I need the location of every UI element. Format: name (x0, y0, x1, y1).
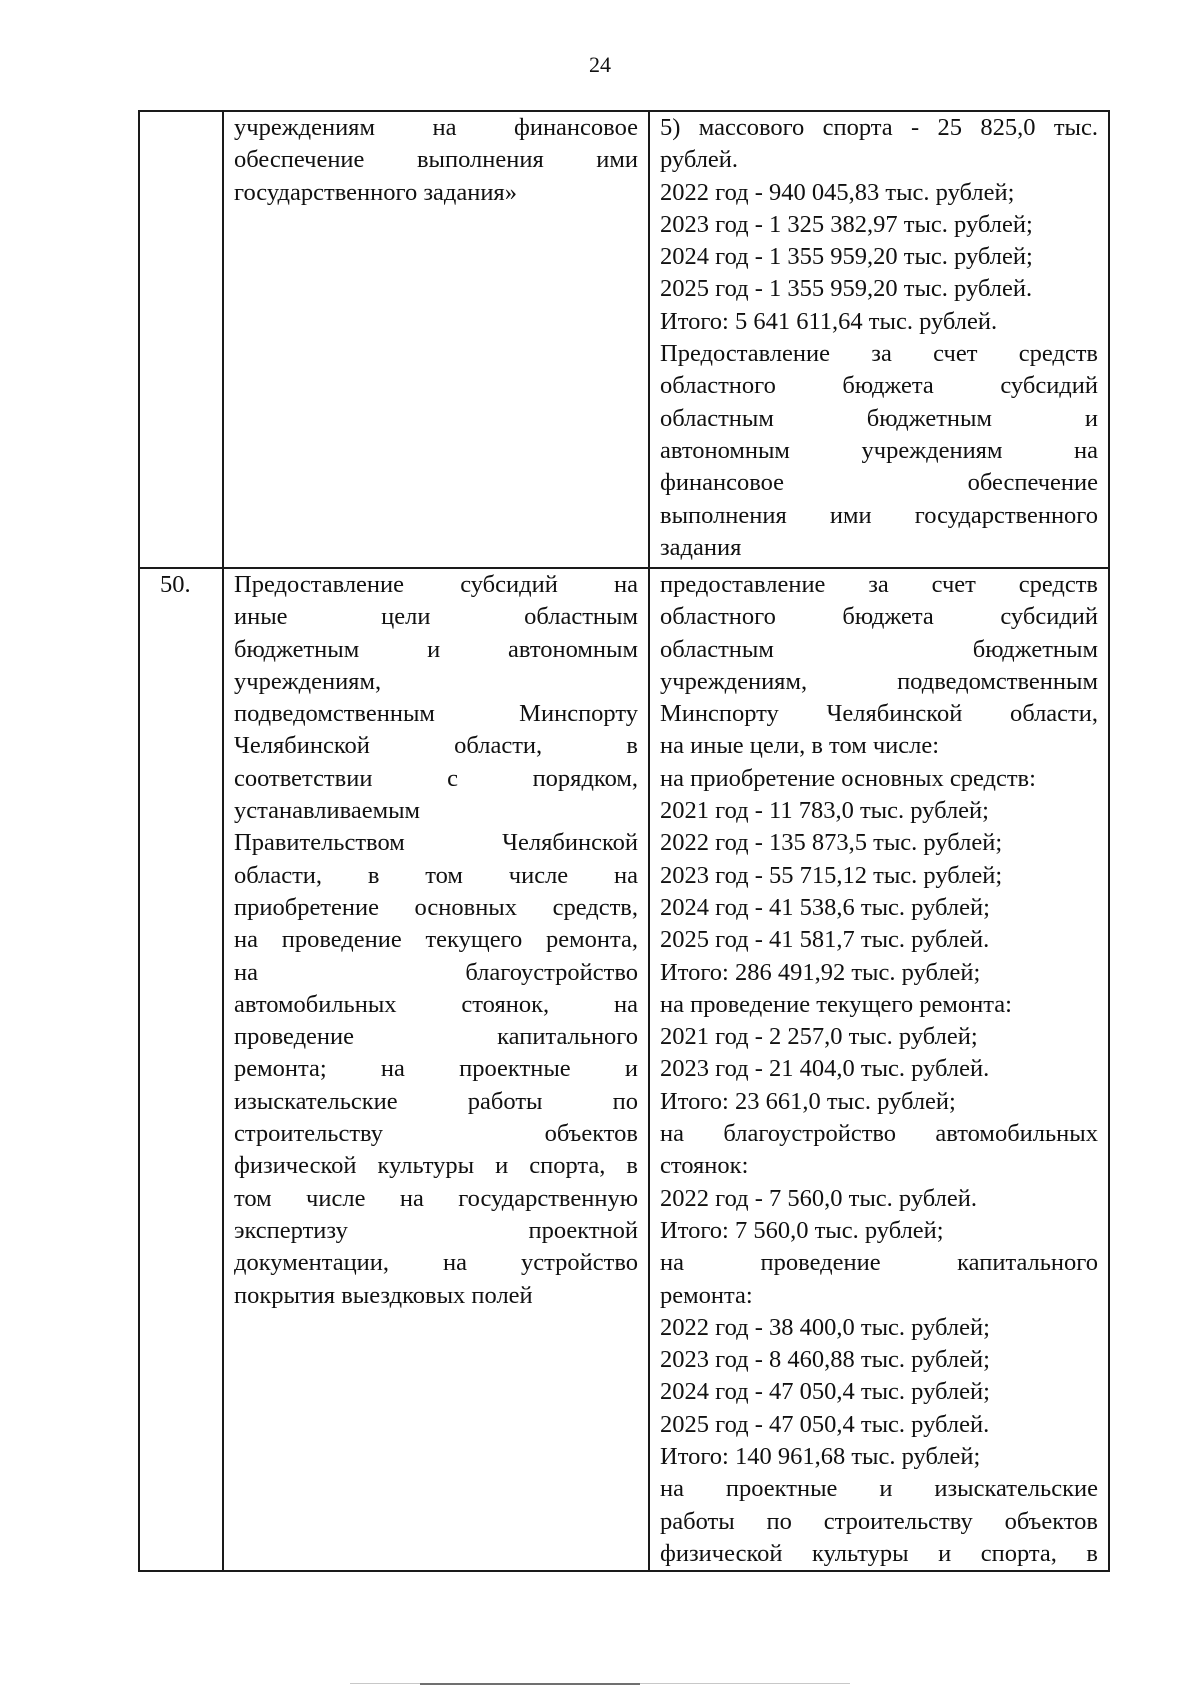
text-line: областного бюджета субсидий (660, 603, 1098, 631)
table-row (139, 568, 1109, 1571)
table-row (139, 111, 1109, 568)
text-line: 2023 год - 55 715,12 тыс. рублей; (660, 861, 1003, 889)
text-line: учреждениям, (234, 667, 382, 695)
text-line: приобретение основных средств, (234, 893, 638, 921)
text-line: ремонта; на проектные и (234, 1055, 638, 1083)
text-line: 2025 год - 41 581,7 тыс. рублей. (660, 926, 990, 954)
text-line: автомобильных стоянок, на (234, 990, 638, 1018)
text-line: подведомственным Минспорту (234, 700, 638, 728)
text-line: предоставление за счет средств (660, 571, 1098, 598)
text-line: 2022 год - 7 560,0 тыс. рублей. (660, 1184, 977, 1212)
text-line: 2022 год - 38 400,0 тыс. рублей; (660, 1313, 990, 1341)
text-line: 2023 год - 8 460,88 тыс. рублей; (660, 1346, 990, 1374)
text-line: на проведение текущего ремонта: (660, 990, 1012, 1018)
text-line: на благоустройство автомобильных (660, 1120, 1098, 1148)
text-line: 2021 год - 2 257,0 тыс. рублей; (660, 1023, 978, 1051)
page-number: 24 (589, 52, 611, 77)
text-line: автономным учреждениям на (660, 436, 1098, 464)
text-line: ремонта: (660, 1281, 753, 1309)
text-line: Предоставление за счет средств (660, 340, 1098, 368)
text-line: Итого: 286 491,92 тыс. рублей; (660, 958, 981, 986)
text-line: работы по строительству объектов (660, 1507, 1098, 1535)
text-line: Итого: 140 961,68 тыс. рублей; (660, 1443, 981, 1471)
amount-cell (649, 111, 1109, 568)
footer-rule-dark (420, 1683, 640, 1685)
text-line: покрытия выездковых полей (234, 1281, 533, 1309)
row-number-cell (139, 111, 223, 568)
text-line: на проведение капитального (660, 1249, 1098, 1277)
text-line: Челябинской области, в (234, 732, 638, 760)
text-line: Итого: 5 641 611,64 тыс. рублей. (660, 307, 998, 335)
description-cell (223, 568, 649, 1571)
text-line: соответствии с порядком, (234, 764, 638, 792)
text-line: Итого: 23 661,0 тыс. рублей; (660, 1087, 956, 1115)
text-line: 2022 год - 940 045,83 тыс. рублей; (660, 178, 1015, 206)
text-line: 2024 год - 41 538,6 тыс. рублей; (660, 893, 990, 921)
text-line: том числе на государственную (234, 1184, 638, 1212)
text-line: областным бюджетным (660, 635, 1098, 663)
text-line: Предоставление субсидий на (234, 571, 638, 598)
text-line: 2023 год - 1 325 382,97 тыс. рублей; (660, 210, 1033, 238)
text-line: изыскательские работы по (234, 1087, 638, 1115)
text-line: устанавливаемым (234, 797, 421, 825)
text-line: экспертизу проектной (234, 1216, 638, 1244)
text-line: на приобретение основных средств: (660, 764, 1036, 792)
text-line: строительству объектов (234, 1120, 638, 1148)
text-line: проведение капитального (234, 1023, 638, 1051)
text-line: иные цели областным (234, 603, 638, 631)
text-line: 2022 год - 135 873,5 тыс. рублей; (660, 829, 1003, 857)
description-cell (223, 111, 649, 568)
text-line: на проектные и изыскательские (660, 1475, 1098, 1503)
text-line: Правительством Челябинской (234, 829, 638, 857)
text-line: 5) массового спорта - 25 825,0 тыс. (660, 114, 1098, 141)
text-line: задания (660, 533, 742, 561)
text-line: физической культуры и спорта, в (660, 1539, 1098, 1567)
text-line: области, в том числе на (234, 861, 638, 889)
text-line: финансовое обеспечение (660, 469, 1098, 497)
text-line: на благоустройство (234, 958, 638, 986)
amount-cell (649, 568, 1109, 1571)
text-line: на проведение текущего ремонта, (234, 926, 638, 954)
text-line: учреждениям на финансовое (234, 114, 638, 141)
text-line: на иные цели, в том числе: (660, 732, 940, 760)
row-number-cell: 50. (139, 568, 223, 1571)
text-line: бюджетным и автономным (234, 635, 638, 663)
text-line: Итого: 7 560,0 тыс. рублей; (660, 1216, 944, 1244)
text-line: 2024 год - 1 355 959,20 тыс. рублей; (660, 243, 1033, 271)
text-line: областного бюджета субсидий (660, 372, 1098, 400)
text-line: обеспечение выполнения ими (234, 146, 638, 174)
text-line: Минспорту Челябинской области, (660, 700, 1098, 728)
text-line: 2021 год - 11 783,0 тыс. рублей; (660, 797, 989, 825)
document-table (138, 110, 1110, 1572)
text-line: областным бюджетным и (660, 404, 1098, 432)
text-line: 2024 год - 47 050,4 тыс. рублей; (660, 1378, 990, 1406)
text-line: 2025 год - 1 355 959,20 тыс. рублей. (660, 275, 1033, 303)
text-line: физической культуры и спорта, в (234, 1152, 638, 1180)
text-line: государственного задания» (234, 178, 517, 206)
text-line: стоянок: (660, 1152, 749, 1180)
text-line: рублей. (660, 146, 739, 174)
text-line: документации, на устройство (234, 1249, 638, 1277)
text-line: 2025 год - 47 050,4 тыс. рублей. (660, 1410, 990, 1438)
text-line: 2023 год - 21 404,0 тыс. рублей. (660, 1055, 990, 1083)
text-line: учреждениям, подведомственным (660, 667, 1098, 695)
text-line: выполнения ими государственного (660, 501, 1098, 529)
